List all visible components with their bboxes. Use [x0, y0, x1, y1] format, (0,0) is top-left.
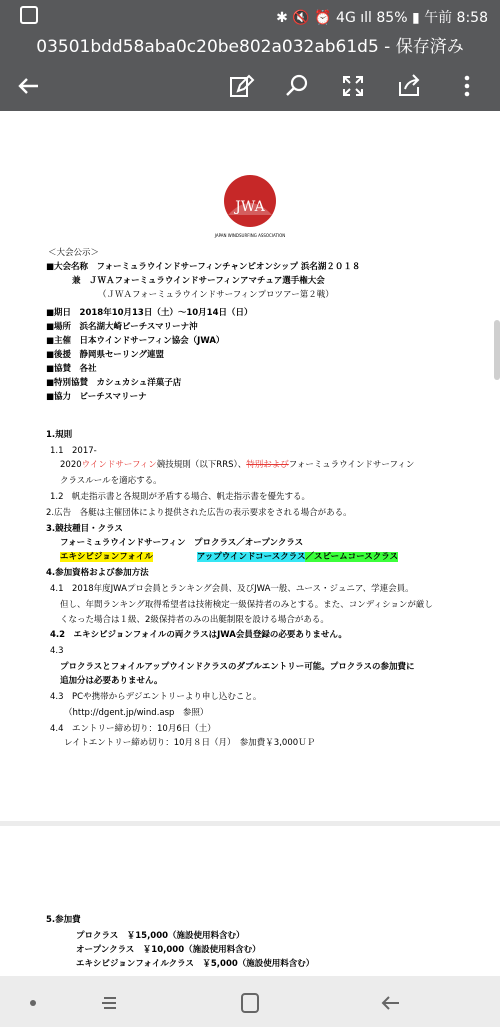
rule-1-1: 1.1 2017-: [50, 446, 97, 456]
eligibility-double-entry-b: 追加分は必要ありません。: [60, 676, 163, 686]
logo-text: JWA: [235, 199, 265, 215]
section-classes: 3.競技種目・クラス: [46, 524, 123, 534]
eligibility-4-1-b: 但し、年間ランキング取得希望者は技術検定一級保持者のみとする。また、コンディションが厳し: [60, 600, 433, 610]
event-name-3: （ＪＷＡフォーミュラウインドサーフィンプロツアー第２戦）: [98, 290, 334, 300]
share-icon[interactable]: [392, 69, 426, 103]
document-title: 03501bdd58aba0c20be802a032ab61d5 - 保存済み: [0, 33, 500, 61]
section-eligibility: 4.参加資格および参加方法: [46, 568, 149, 578]
screen-mirror-icon: [20, 6, 38, 24]
event-special-sponsor: ■特別協賛 カシュカシュ洋菓子店: [46, 378, 182, 388]
jwa-logo: [210, 171, 290, 241]
back-icon[interactable]: [375, 988, 405, 1018]
event-date: ■期日 2018年10月13日（土）～10月14日（日）: [46, 308, 253, 318]
section-rules: 1.規則: [46, 430, 73, 440]
search-icon[interactable]: [280, 69, 314, 103]
scrollbar-thumb[interactable]: [494, 320, 500, 380]
home-icon[interactable]: [235, 988, 265, 1018]
system-nav-bar: [0, 976, 500, 1027]
rule-1-1-cont: 2020ウインドサーフィン競技規則（以下RRS）、特別およびフォーミュラウインドサーフィン: [60, 460, 415, 470]
fee-foil: エキシビジョンフォイルクラス ￥5,000（施設使用料含む）: [76, 959, 315, 969]
recent-apps-icon[interactable]: [96, 988, 126, 1018]
event-name: ■大会名称 フォーミュラウインドサーフィンチャンピオンシップ 浜名湖２０１８: [46, 262, 361, 272]
app-toolbar: [0, 61, 500, 111]
fee-pro: プロクラス ￥15,000（施設使用料含む）: [76, 931, 245, 941]
eligibility-4-1: 4.1 2018年度JWAプロ会員とランキング会員、及びJWA一般、ユース・ジュニア、学連会員。: [50, 584, 414, 594]
heading: ＜大会公示＞: [48, 248, 100, 258]
classes-formula: フォーミュラウインドサーフィン プロクラス／オープンクラス: [60, 538, 304, 548]
entry-link[interactable]: （http://dgent.jp/wind.asp 参照）: [64, 708, 209, 718]
rule-1-1-end: クラスルールを適応する。: [60, 476, 162, 486]
document-page: [0, 111, 500, 821]
event-sponsor: ■協賛 各社: [46, 364, 97, 374]
fee-open: オープンクラス ￥10,000（施設使用料含む）: [76, 945, 261, 955]
document-page-2: [0, 826, 500, 976]
logo-subtext: JAPAN WINDSURFING ASSOCIATION: [214, 233, 286, 238]
classes-highlighted: エキシビジョンフォイル アップウインドコースクラス／スピームコースクラス: [60, 552, 398, 562]
event-cooperation: ■協力 ビーチスマリーナ: [46, 392, 147, 402]
more-options-icon[interactable]: [450, 69, 484, 103]
event-name-2: 兼 ＪＷＡフォーミュラウインドサーフィンアマチュア選手権大会: [72, 276, 325, 286]
eligibility-4-1-c: くなった場合は１級、2級保持者のみの出艇制限を設ける場合がある。: [60, 615, 329, 625]
late-entry-deadline: レイトエントリー締め切り：10月８日（月） 参加費￥3,000ＵＰ: [64, 738, 316, 748]
back-arrow-icon[interactable]: [12, 69, 46, 103]
event-place: ■場所 浜名湖大崎ビーチスマリーナ沖: [46, 322, 198, 332]
rule-1-2: 1.2 帆走指示書と各規則が矛盾する場合、帆走指示書を優先する。: [50, 492, 311, 502]
eligibility-4-3-num: 4.3: [50, 646, 64, 656]
dot-icon[interactable]: [18, 988, 48, 1018]
event-host: ■主催 日本ウインドサーフィン協会（JWA）: [46, 336, 225, 346]
entry-deadline: 4.4 エントリー締め切り：10月6日（土）: [50, 724, 216, 734]
event-support: ■後援 静岡県セーリング連盟: [46, 350, 165, 360]
fullscreen-icon[interactable]: [336, 69, 370, 103]
eligibility-4-3: 4.3 PCや携帯からデジエントリーより申し込むこと。: [50, 692, 262, 702]
eligibility-4-2: 4.2 エキシビジョンフォイルの両クラスはJWA会員登録の必要ありません。: [50, 630, 347, 640]
edit-icon[interactable]: [224, 69, 258, 103]
status-bar: [0, 0, 500, 33]
section-fees: 5.参加費: [46, 915, 81, 925]
status-indicators: ✱ 🔇 ⏰ 4G ıll 85% ▮ 午前 8:58: [276, 10, 488, 26]
section-ads: 2.広告 各艇は主催団体により提供された広告の表示要求をされる場合がある。: [46, 508, 352, 518]
eligibility-double-entry: プロクラスとフォイルアップウインドクラスのダブルエントリー可能。プロクラスの参加費に: [60, 662, 415, 672]
